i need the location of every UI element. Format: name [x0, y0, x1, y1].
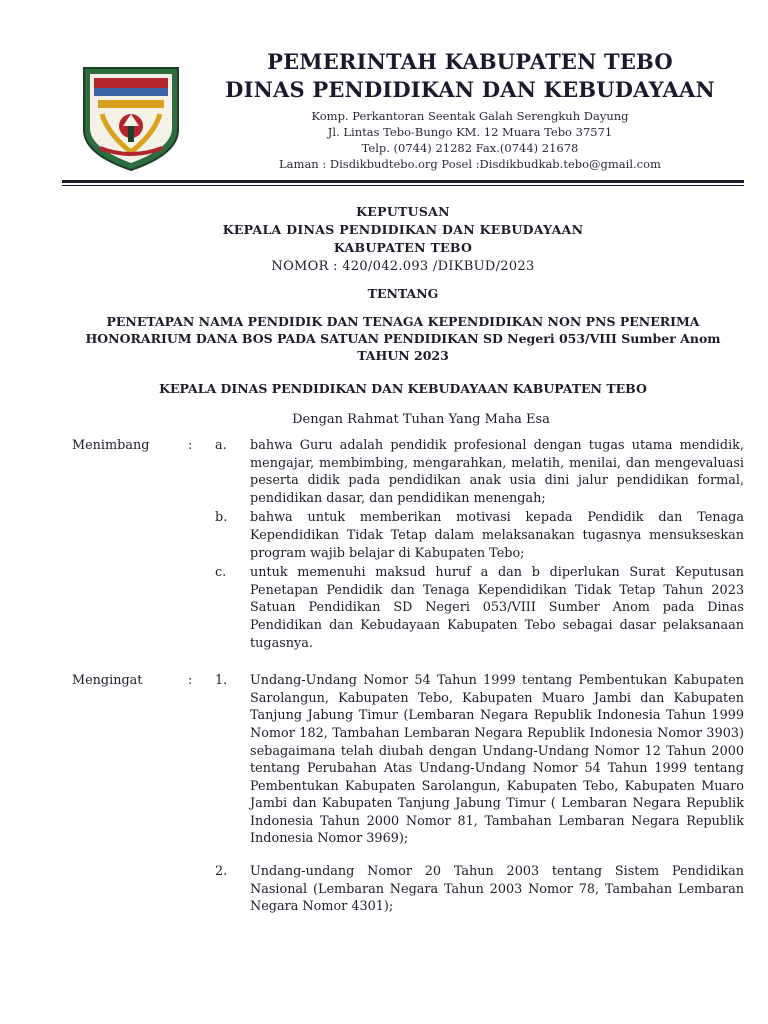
menimbang-label: Menimbang — [72, 438, 150, 453]
item-marker: 1. — [215, 673, 228, 689]
tebo-regency-emblem-icon — [78, 64, 184, 172]
decree-body — [72, 437, 744, 916]
mengingat-label: Mengingat — [72, 673, 143, 689]
letterhead-divider-thin — [62, 185, 744, 186]
mengingat-item — [72, 672, 744, 848]
menimbang-item — [72, 509, 744, 562]
item-marker: b. — [215, 510, 228, 526]
title-kabupaten: KABUPATEN TEBO — [333, 240, 473, 255]
invocation: Dengan Rahmat Tuhan Yang Maha Esa — [292, 412, 550, 427]
letterhead — [200, 48, 740, 172]
letterhead-web-email: Laman : Disdikbudtebo.org Posel :Disdikbudkab.tebo@gmail.com — [279, 157, 661, 171]
mengingat-colon: : — [188, 673, 193, 689]
title-keputusan: KEPUTUSAN — [356, 204, 450, 219]
item-marker: 2. — [215, 864, 228, 880]
title-tentang: TENTANG — [367, 286, 439, 301]
item-text: bahwa untuk memberikan motivasi kepada Pendidik dan Tenaga Kependidikan Tidak Tetap dalam melaksanakan tugasnya mensukseskan program wajib belajar di Kabupaten Tebo; — [250, 510, 744, 561]
letterhead-address-complex: Komp. Perkantoran Seentak Galah Serengkuh Dayung — [311, 109, 629, 123]
item-marker: c. — [215, 565, 227, 581]
item-text: Undang-Undang Nomor 54 Tahun 1999 tentang Pembentukan Kabupaten Sarolangun, Kabupaten Tebo, Kabupaten Muaro Jambi dan Kabupaten Tanjung Jabung Timur (Lembaran Negara Republik Indonesia Tahun 1999 Nomor 182, Tambahan Lembaran Negara Republik Indonesia Nomor 3903) sebagaimana telah diubah dengan Undang-Undang Nomor 12 Tahun 2000 tentang Perubahan Atas Undang-Undang Nomor 54 Tahun 1999 tentang Pembentukan Kabupaten Sarolangun, Kabupaten Tebo, Kabupaten Muaro Jambi dan Kabupaten Tanjung Jabung Timur ( Lembaran Negara Republik Indonesia Tahun 2000 Nomor 81, Tambahan Lembaran Negara Republik Indonesia Nomor 3969); — [250, 673, 744, 847]
menimbang-section — [72, 437, 744, 652]
letterhead-divider-thick — [62, 180, 744, 183]
issuing-official: KEPALA DINAS PENDIDIKAN DAN KEBUDAYAAN KABUPATEN TEBO — [159, 381, 647, 396]
menimbang-colon: : — [188, 438, 193, 453]
item-text: bahwa Guru adalah pendidik profesional dengan tugas utama mendidik, mengajar, membimbing, mengarahkan, melatih, menilai, dan mengevaluasi peserta didik pada pendidikan anak usia dini jalur pendidikan formal, pendidikan dasar, dan pendidikan menengah; — [250, 438, 744, 506]
menimbang-item — [72, 564, 744, 652]
letterhead-address-street: Jl. Lintas Tebo-Bungo KM. 12 Muara Tebo 37571 — [327, 125, 613, 139]
decree-title-block — [62, 203, 744, 430]
letterhead-agency: DINAS PENDIDIKAN DAN KEBUDAYAAN — [225, 77, 715, 102]
item-text: Undang-undang Nomor 20 Tahun 2003 tentang Sistem Pendidikan Nasional (Lembaran Negara Tahun 2003 Nomor 78, Tambahan Lembaran Negara Nomor 4301); — [250, 864, 744, 915]
letterhead-government: PEMERINTAH KABUPATEN TEBO — [267, 49, 673, 74]
menimbang-item — [72, 437, 744, 507]
item-text: untuk memenuhi maksud huruf a dan b diperlukan Surat Keputusan Penetapan Pendidik dan Tenaga Kependidikan Tidak Tetap Tahun 2023 Satuan Pendidikan SD Negeri 053/VIII Sumber Anom pada Dinas Pendidikan dan Kebudayaan Kabupaten Tebo sebagai dasar pelaksanaan tugasnya. — [250, 565, 744, 651]
title-kepala-dinas: KEPALA DINAS PENDIDIKAN DAN KEBUDAYAAN — [222, 222, 584, 237]
mengingat-item — [72, 863, 744, 916]
item-marker: a. — [215, 438, 227, 453]
mengingat-section — [72, 672, 744, 916]
letterhead-phone-fax: Telp. (0744) 21282 Fax.(0744) 21678 — [361, 141, 579, 155]
decree-subject: PENETAPAN NAMA PENDIDIK DAN TENAGA KEPENDIDIKAN NON PNS PENERIMA HONORARIUM DANA BOS PADA SATUAN PENDIDIKAN SD Negeri 053/VIII Sumber Anom TAHUN 2023 — [85, 314, 721, 363]
decree-number: NOMOR : 420/042.093 /DIKBUD/2023 — [271, 259, 535, 274]
